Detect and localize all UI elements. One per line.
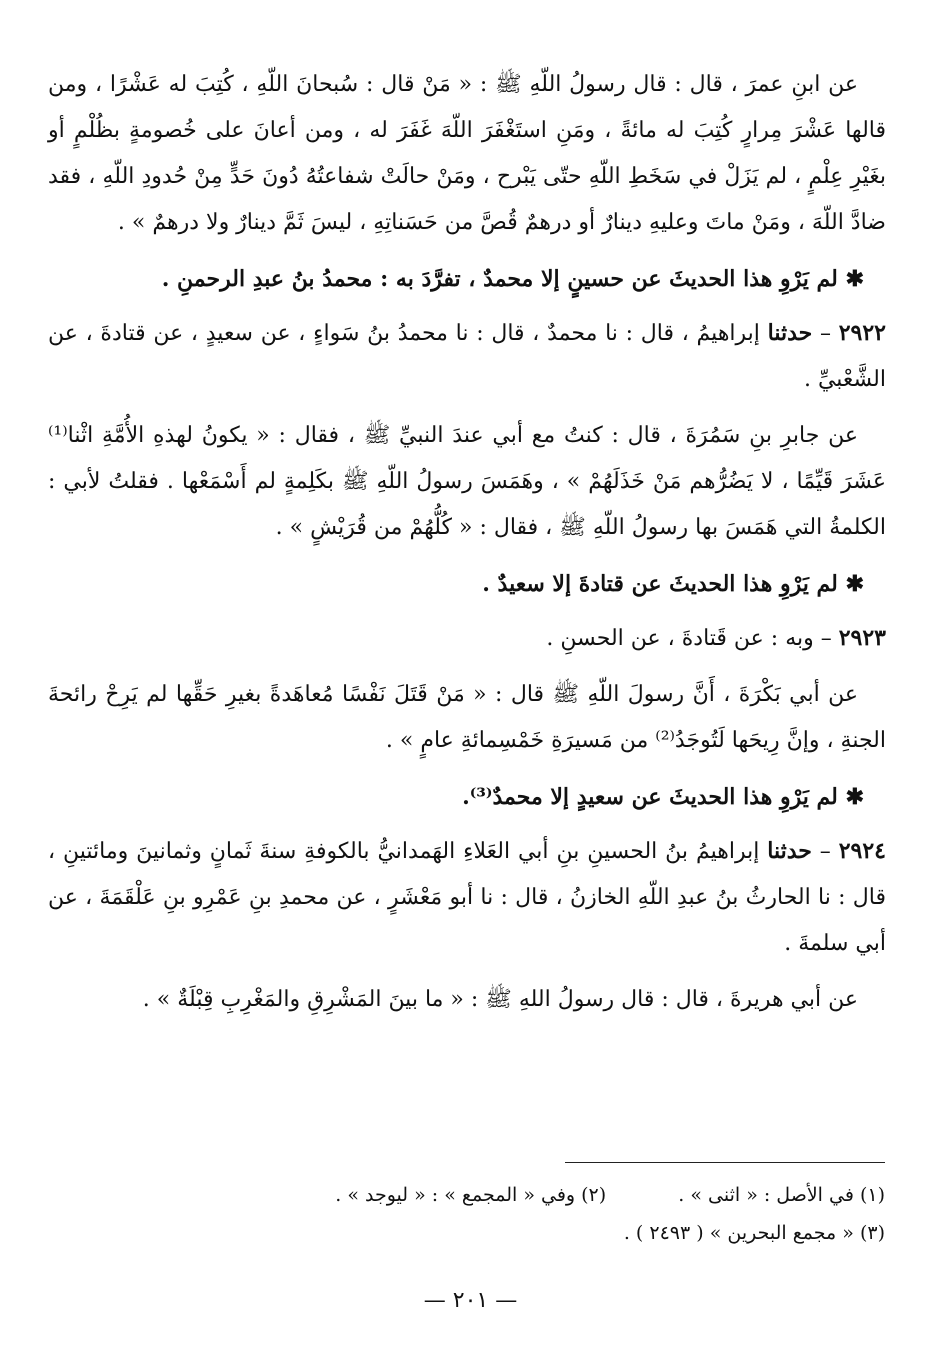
- note-text: لم يَرْوِ هذا الحديثَ عن حسينٍ إلا محمدٌ ، تفرَّدَ به : محمدُ بنُ عبدِ الرحمنِ .: [161, 266, 838, 292]
- hadith-lead: حدثنا: [767, 320, 813, 346]
- footnote-divider: [565, 1162, 885, 1163]
- page-body: [48, 62, 886, 1033]
- footnote-1: (١) في الأصل : « اثنى » .: [678, 1184, 885, 1206]
- hadith-2923-isnad: [48, 615, 886, 662]
- footnotes-row-2: [65, 1218, 885, 1248]
- hadith-number: ٢٩٢٣: [838, 625, 886, 651]
- footnote-2: (٢) وفي « المجمع » : « ليوجد » .: [335, 1184, 607, 1206]
- hadith-number: ٢٩٢٢: [838, 320, 886, 346]
- note-text: لم يَرْوِ هذا الحديثَ عن قتادةَ إلا سعيدٌ .: [482, 571, 838, 597]
- editor-note-3: [48, 774, 886, 820]
- hadith-2924-isnad: ٢٩٢٤ – حدثنا إبراهيمُ بنُ الحسينِ بنِ أبي العَلاءِ الهَمدانيُّ بالكوفةِ سنةَ ثَمانٍ وثمانينَ ومائتينِ ، قال : نا الحارثُ بنُ عبدِ اللّهِ الخازنُ ، قال : نا أبو مَعْشَرٍ ، عن محمدِ بنِ عَمْرِو بنِ عَلْقَمَةَ ، عن أبي سلمةَ .: [48, 838, 886, 956]
- footnote-3: (٣) « مجمع البحرين » ( ٢٤٩٣ ) .: [623, 1222, 885, 1244]
- isnad-text: إبراهيمُ ، قال : نا محمدٌ ، قال : نا محمدُ بنُ سَواءٍ ، عن سعيدٍ ، عن قتادةَ ، عن الشَّعْبيِّ .: [48, 321, 886, 392]
- hadith-number: ٢٩٢٤: [838, 838, 886, 864]
- isnad-text: إبراهيمُ بنُ الحسينِ بنِ أبي العَلاءِ الهَمدانيُّ بالكوفةِ سنةَ ثَمانٍ وثمانينَ ومائتينِ ، قال : نا الحارثُ بنُ عبدِ اللّهِ الخازنُ ، قال : نا أبو مَعْشَرٍ ، عن محمدِ بنِ عَمْرِو بنِ عَلْقَمَةَ ، عن أبي سلمةَ .: [48, 839, 886, 956]
- hadith-2922-isnad: ٢٩٢٢ – حدثنا إبراهيمُ ، قال : نا محمدٌ ، قال : نا محمدُ بنُ سَواءٍ ، عن سعيدٍ ، عن قتادةَ ، عن الشَّعْبيِّ .: [48, 320, 886, 392]
- note-text: لم يَرْوِ هذا الحديثَ عن سعيدٍ إلا محمدٌ⁽³⁾.: [462, 784, 838, 810]
- footnotes-row-1: [65, 1180, 885, 1210]
- star-icon: ✱: [845, 266, 864, 292]
- hadith-text-2922: عن جابرِ بنِ سَمُرَةَ ، قال : كنتُ مع أبي عندَ النبيِّ ﷺ ، فقال : « يكونُ لهذهِ الأُمَّةِ اثْنا⁽¹⁾ عَشَرَ قَيِّمًا ، لا يَضُرُّهم مَنْ خَذَلَهُمْ » ، وهَمَسَ رسولُ اللّهِ ﷺ بكَلِمةٍ لم أَسْمَعْها . فقلتُ لأبي : الكلمةُ التي هَمَسَ بها رسولُ اللّهِ ﷺ ، فقال : « كُلُّهُمْ من قُرَيْشٍ » .: [48, 423, 886, 540]
- hadith-text-2923: عن أبي بَكْرَةَ ، أَنَّ رسولَ اللّهِ ﷺ قال : « مَنْ قَتَلَ نَفْسًا مُعاهَدةً بغيرِ حَقِّها لم يَرِحْ رائحةَ الجنةِ ، وإنَّ رِيحَها لَتُوجَدُ⁽²⁾ من مَسيرَةِ خَمْسِمائةِ عامٍ » .: [48, 682, 886, 753]
- star-icon: ✱: [845, 784, 864, 810]
- hadith-lead: حدثنا: [767, 838, 812, 864]
- editor-note-1: [48, 256, 886, 302]
- hadith-text-2921: عن ابنِ عمرَ ، قال : قال رسولُ اللّهِ ﷺ : « مَنْ قال : سُبحانَ اللّهِ ، كُتِبَ له عَشْرًا ، ومن قالها عَشْرَ مِرارٍ كُتِبَ له مائةً ، ومَنِ استَغْفَرَ اللّهَ غَفَرَ له ، ومن أعانَ على خُصومةٍ بظُلْمٍ أو بغَيْرِ عِلْمٍ ، لم يَزَلْ في سَخَطِ اللّهِ حتّى يَبْرح ، ومَنْ حالَتْ شفاعتُهُ دُونَ حَدٍّ مِنْ حُدودِ اللّهِ ، فقد ضادَّ اللّهَ ، ومَنْ ماتَ وعليهِ دينارٌ أو درهمٌ قُصَّ من حَسَناتِهِ ، ليسَ ثَمَّ دينارٌ ولا درهمٌ » .: [48, 72, 886, 235]
- isnad-text: – وبه : عن قَتادةَ ، عن الحسنِ .: [546, 626, 832, 651]
- page-number: — ٢٠١ —: [423, 1288, 518, 1313]
- hadith-text-2924: عن أبي هريرةَ ، قال : قال رسولُ اللهِ ﷺ : « ما بينَ المَشْرِقِ والمَغْرِبِ قِبْلَةٌ » .: [142, 987, 858, 1012]
- star-icon: ✱: [845, 571, 864, 597]
- editor-note-2: [48, 561, 886, 607]
